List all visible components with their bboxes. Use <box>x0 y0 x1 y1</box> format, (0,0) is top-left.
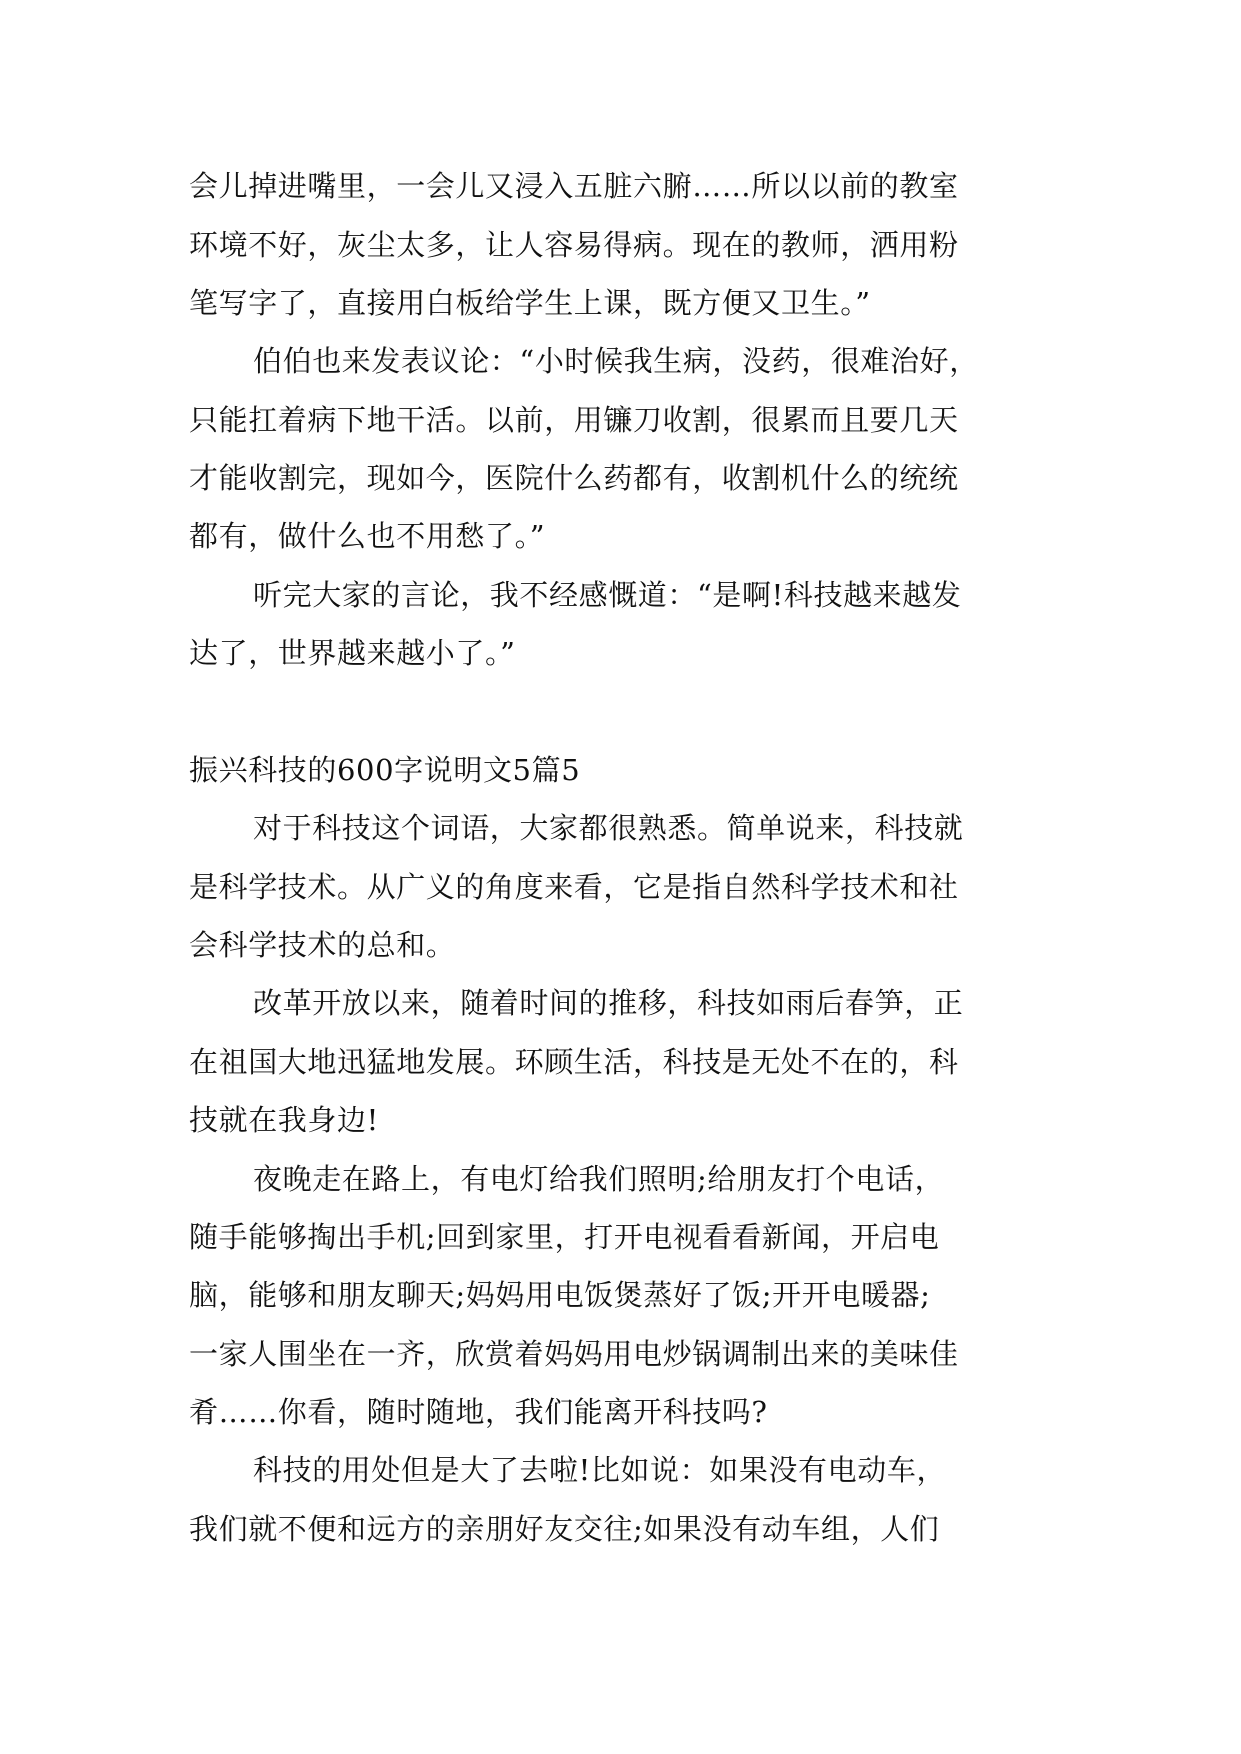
section-title: 振兴科技的600字说明文5篇5 <box>189 753 581 787</box>
text-line: 环境不好，灰尘太多，让人容易得病。现在的教师，洒用粉 <box>189 228 959 262</box>
text-line: 一家人围坐在一齐，欣赏着妈妈用电炒锅调制出来的美味佳 <box>189 1337 959 1371</box>
text-line: 肴……你看，随时随地，我们能离开科技吗? <box>189 1395 768 1429</box>
text-line: 是科学技术。从广义的角度来看，它是指自然科学技术和社 <box>189 870 959 904</box>
text-line: 只能扛着病下地干活。以前，用镰刀收割，很累而且要几天 <box>189 403 959 437</box>
text-line: 会科学技术的总和。 <box>189 928 456 962</box>
text-line: 我们就不便和远方的亲朋好友交往;如果没有动车组，人们 <box>189 1512 940 1546</box>
paragraph-start-line: 听完大家的言论，我不经感慨道：“是啊!科技越来越发 <box>253 578 962 612</box>
text-line: 达了，世界越来越小了。” <box>189 636 516 670</box>
paragraph-start-line: 对于科技这个词语，大家都很熟悉。简单说来，科技就 <box>253 811 964 845</box>
text-line: 才能收割完，现如今，医院什么药都有，收割机什么的统统 <box>189 461 959 495</box>
text-line: 在祖国大地迅猛地发展。环顾生活，科技是无处不在的，科 <box>189 1045 959 1079</box>
paragraph-start-line: 夜晚走在路上，有电灯给我们照明;给朋友打个电话， <box>253 1162 945 1196</box>
text-line: 技就在我身边! <box>189 1103 379 1137</box>
paragraph-start-line: 改革开放以来，随着时间的推移，科技如雨后春笋，正 <box>253 986 964 1020</box>
text-line: 会儿掉进嘴里，一会儿又浸入五脏六腑……所以以前的教室 <box>189 169 959 203</box>
text-line: 脑，能够和朋友聊天;妈妈用电饭煲蒸好了饭;开开电暖器; <box>189 1278 931 1312</box>
text-line: 笔写字了，直接用白板给学生上课，既方便又卫生。” <box>189 286 871 320</box>
paragraph-start-line: 伯伯也来发表议论：“小时候我生病，没药，很难治好， <box>253 344 979 378</box>
text-line: 随手能够掏出手机;回到家里，打开电视看看新闻，开启电 <box>189 1220 940 1254</box>
paragraph-start-line: 科技的用处但是大了去啦!比如说：如果没有电动车， <box>253 1453 947 1487</box>
text-line: 都有，做什么也不用愁了。” <box>189 519 546 553</box>
